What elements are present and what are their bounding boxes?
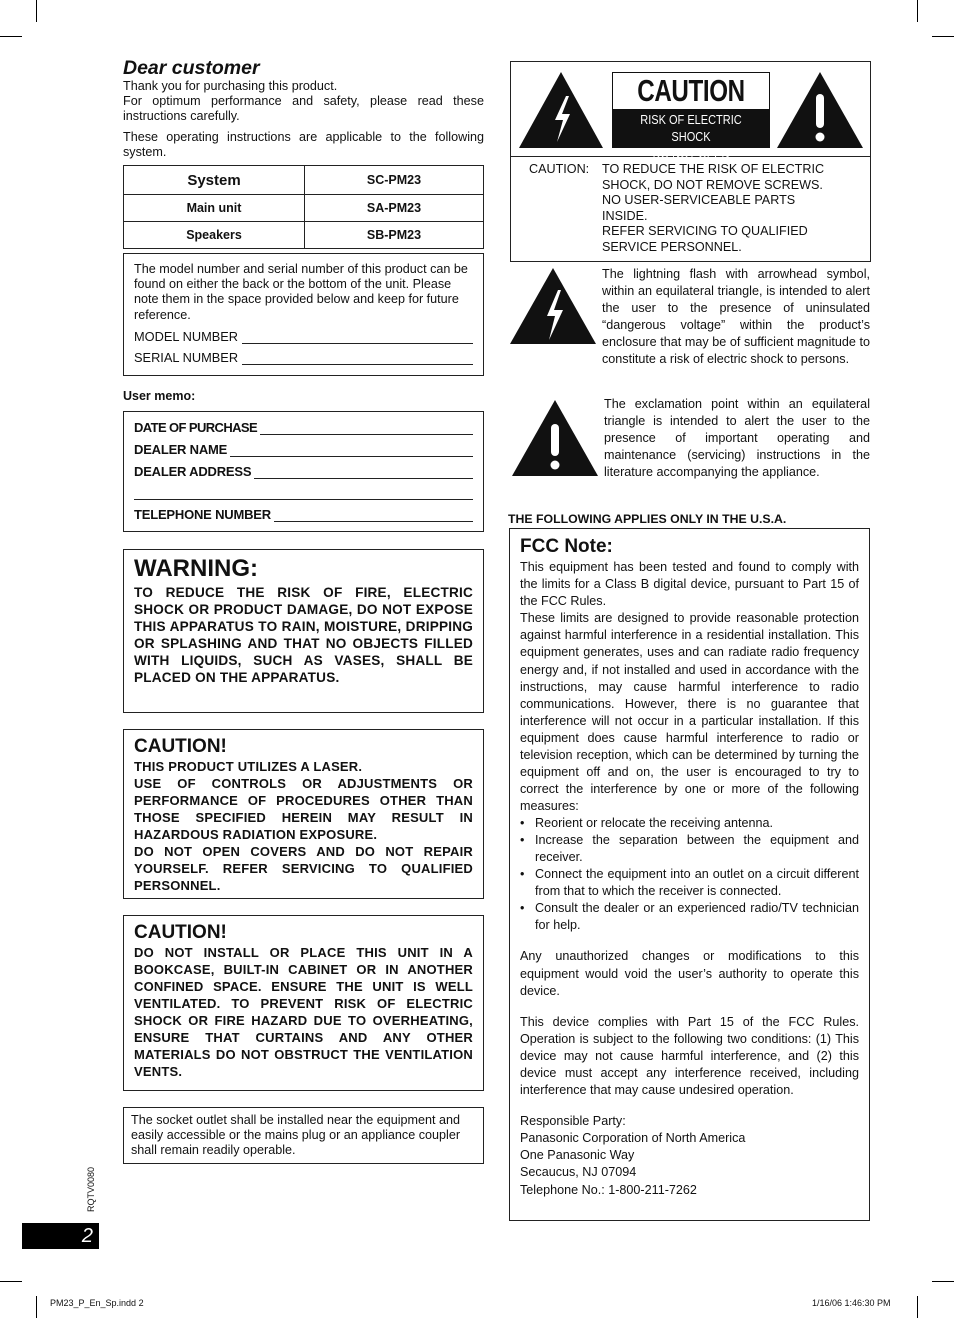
caution-laser-box xyxy=(123,729,484,899)
fcc-title: FCC Note: xyxy=(520,536,613,557)
fcc-p4: This device complies with Part 15 of the FCC Rules. Operation is subject to the following two conditions: (1) This device may not cause harmful interference, and (2) this device must accept any interference received, including interference that may cause undesired operation. xyxy=(520,1014,859,1098)
model-number-field[interactable] xyxy=(134,329,473,344)
socket-outlet-box xyxy=(123,1107,484,1164)
warning-box xyxy=(123,549,484,713)
responsible-party-phone: Telephone No.: 1-800-211-7262 xyxy=(520,1182,697,1197)
caution-line: SHOCK, DO NOT REMOVE SCREWS. xyxy=(602,177,823,192)
table-row xyxy=(124,222,484,249)
telephone-field[interactable] xyxy=(134,507,473,522)
date-slug: 1/16/06 1:46:30 PM xyxy=(812,1298,891,1308)
responsible-party-street: One Panasonic Way xyxy=(520,1148,635,1163)
serial-number-label: SERIAL NUMBER xyxy=(134,349,239,365)
main-unit-model: SA-PM23 xyxy=(305,195,484,222)
user-memo-heading: User memo: xyxy=(123,389,196,403)
telephone-label: TELEPHONE NUMBER xyxy=(134,507,271,522)
optimum-text: For optimum performance and safety, please read these instructions carefully. xyxy=(123,94,484,124)
dear-customer-title: Dear customer xyxy=(123,57,260,79)
caution-sign-sub2: DO NOT OPEN xyxy=(652,147,730,161)
caution-line: TO REDUCE THE RISK OF ELECTRIC xyxy=(602,162,825,176)
caution-prefix: CAUTION: xyxy=(529,162,590,176)
exclamation-triangle-icon xyxy=(775,70,865,150)
date-of-purchase-field[interactable] xyxy=(134,420,473,435)
caution-laser-title: CAUTION! xyxy=(134,736,227,757)
exclamation-description: The exclamation point within an equilateral triangle is intended to alert the user to the presence of important operating and maintenance (servicing) instructions in the literature accompanying the appliance. xyxy=(604,397,870,480)
model-number-text: The model number and serial number of this product can be found on either the back or the bottom of the unit. Please note them in the space provided below and keep for future reference. xyxy=(134,262,468,322)
caution-sign-sub1: RISK OF ELECTRIC SHOCK xyxy=(640,113,742,144)
system-label: System xyxy=(124,166,305,195)
caution-line: SERVICE PERSONNEL. xyxy=(602,239,742,254)
caution-laser-line1: THIS PRODUCT UTILIZES A LASER. xyxy=(134,759,363,774)
caution-laser-line3: DO NOT OPEN COVERS AND DO NOT REPAIR YOURSELF. REFER SERVICING TO QUALIFIED PERSONNEL. xyxy=(134,844,473,893)
caution-line: INSIDE. xyxy=(602,208,648,223)
system-table xyxy=(123,165,484,249)
warning-title: WARNING: xyxy=(134,555,258,582)
responsible-party-city: Secaucus, NJ 07094 xyxy=(520,1165,637,1180)
table-row xyxy=(124,166,484,195)
caution-sign xyxy=(612,72,770,161)
caution-install-text: DO NOT INSTALL OR PLACE THIS UNIT IN A BOOKCASE, BUILT-IN CABINET OR IN ANOTHER CONFINED SPACE. ENSURE THE UNIT IS WELL VENTILATED. TO PREVENT RISK OF ELECTRIC SHOCK OR FIRE HAZARD DUE TO OVERHEATING, ENSURE THAT CURTAINS AND ANY OTHER MATERIALS DO NOT OBSTRUCT THE VENTILATION VENTS. xyxy=(134,945,473,1079)
responsible-party-label: Responsible Party: xyxy=(520,1114,626,1129)
dealer-address-field[interactable] xyxy=(134,464,473,479)
list-item: • Consult the dealer or an experienced radio/TV technician for help. xyxy=(520,900,859,934)
dealer-name-field[interactable] xyxy=(134,442,473,457)
file-slug: PM23_P_En_Sp.indd 2 xyxy=(50,1298,144,1308)
dealer-address-label: DEALER ADDRESS xyxy=(134,464,252,479)
list-item: • Connect the equipment into an outlet on a circuit different from that to which the receiver is connected. xyxy=(520,866,859,900)
fcc-measures-list xyxy=(520,815,859,934)
caution-laser-line2: USE OF CONTROLS OR ADJUSTMENTS OR PERFORMANCE OF PROCEDURES OTHER THAN THOSE SPECIFIED HEREIN MAY RESULT IN HAZARDOUS RADIATION EXPOSURE. xyxy=(134,776,473,842)
table-row xyxy=(124,195,484,222)
date-of-purchase-label: DATE OF PURCHASE xyxy=(134,420,258,435)
fcc-p3: Any unauthorized changes or modifications to this equipment would void the user’s authority to operate this device. xyxy=(520,949,859,998)
model-number-label: MODEL NUMBER xyxy=(134,328,239,344)
lightning-description: The lightning flash with arrowhead symbol, within an equilateral triangle, is intended to alert the user to the presence of uninsulated “dangerous voltage” within the product’s enclosure that may be of sufficient magnitude to constitute a risk of electric shock to persons. xyxy=(602,267,870,367)
model-number-box xyxy=(123,253,484,376)
exclamation-triangle-icon xyxy=(510,398,600,478)
dear-customer-section xyxy=(123,57,484,160)
socket-outlet-text: The socket outlet shall be installed near the equipment and easily accessible or the mains plug or an appliance coupler shall remain readily operable. xyxy=(131,1113,461,1158)
list-item: • Increase the separation between the equipment and receiver. xyxy=(520,832,859,866)
speakers-model: SB-PM23 xyxy=(305,222,484,249)
caution-label-box xyxy=(510,61,871,262)
usa-heading: THE FOLLOWING APPLIES ONLY IN THE U.S.A. xyxy=(508,512,787,526)
list-item: • Reorient or relocate the receiving antenna. xyxy=(520,815,859,832)
caution-line: REFER SERVICING TO QUALIFIED xyxy=(602,224,808,238)
applicable-text: These operating instructions are applicable to the following system. xyxy=(123,129,484,159)
caution-install-box xyxy=(123,915,484,1091)
speakers-label: Speakers xyxy=(124,222,305,249)
warning-text: TO REDUCE THE RISK OF FIRE, ELECTRIC SHOCK OR PRODUCT DAMAGE, DO NOT EXPOSE THIS APPARATUS TO RAIN, MOISTURE, DRIPPING OR SPLASHING AND THAT NO OBJECTS FILLED WITH LIQUIDS, SUCH AS VASES, SHALL BE PLACED ON THE APPARATUS. xyxy=(134,585,473,685)
system-model: SC-PM23 xyxy=(305,166,484,195)
serial-number-field[interactable] xyxy=(134,350,473,365)
main-unit-label: Main unit xyxy=(124,195,305,222)
page-number: 2 xyxy=(22,1223,99,1249)
fcc-p2: These limits are designed to provide reasonable protection against harmful interference in a residential installation. This equipment generates, uses and can radiate radio frequency energy and, if not installed and used in accordance with the instructions, may cause harmful interference to radio communications. However, there is no guarantee that interference will not occur in a particular installation. If this equipment does cause harmful interference to radio or television reception, which can be determined by turning the equipment off and on, the user is encouraged to try to correct the interference by one or more of the following measures: xyxy=(520,611,859,814)
dealer-address-line2[interactable] xyxy=(134,486,473,500)
fcc-p1: This equipment has been tested and found to comply with the limits for a Class B digital device, pursuant to Part 15 of the FCC Rules. xyxy=(520,560,859,609)
caution-sign-subtitle xyxy=(613,109,769,161)
responsible-party-name: Panasonic Corporation of North America xyxy=(520,1131,746,1146)
thanks-text: Thank you for purchasing this product. xyxy=(123,79,338,93)
lightning-triangle-icon xyxy=(517,70,605,150)
caution-label-header xyxy=(511,62,870,161)
user-memo-box xyxy=(123,411,484,532)
caution-line: NO USER-SERVICEABLE PARTS xyxy=(602,193,796,207)
dealer-name-label: DEALER NAME xyxy=(134,442,228,457)
doc-code: RQTV0080 xyxy=(86,1166,96,1212)
caution-label-text xyxy=(529,162,825,254)
lightning-triangle-icon xyxy=(508,266,598,346)
caution-install-title: CAUTION! xyxy=(134,922,227,943)
caution-sign-title: CAUTION xyxy=(637,73,745,108)
fcc-note-box xyxy=(509,528,870,1221)
